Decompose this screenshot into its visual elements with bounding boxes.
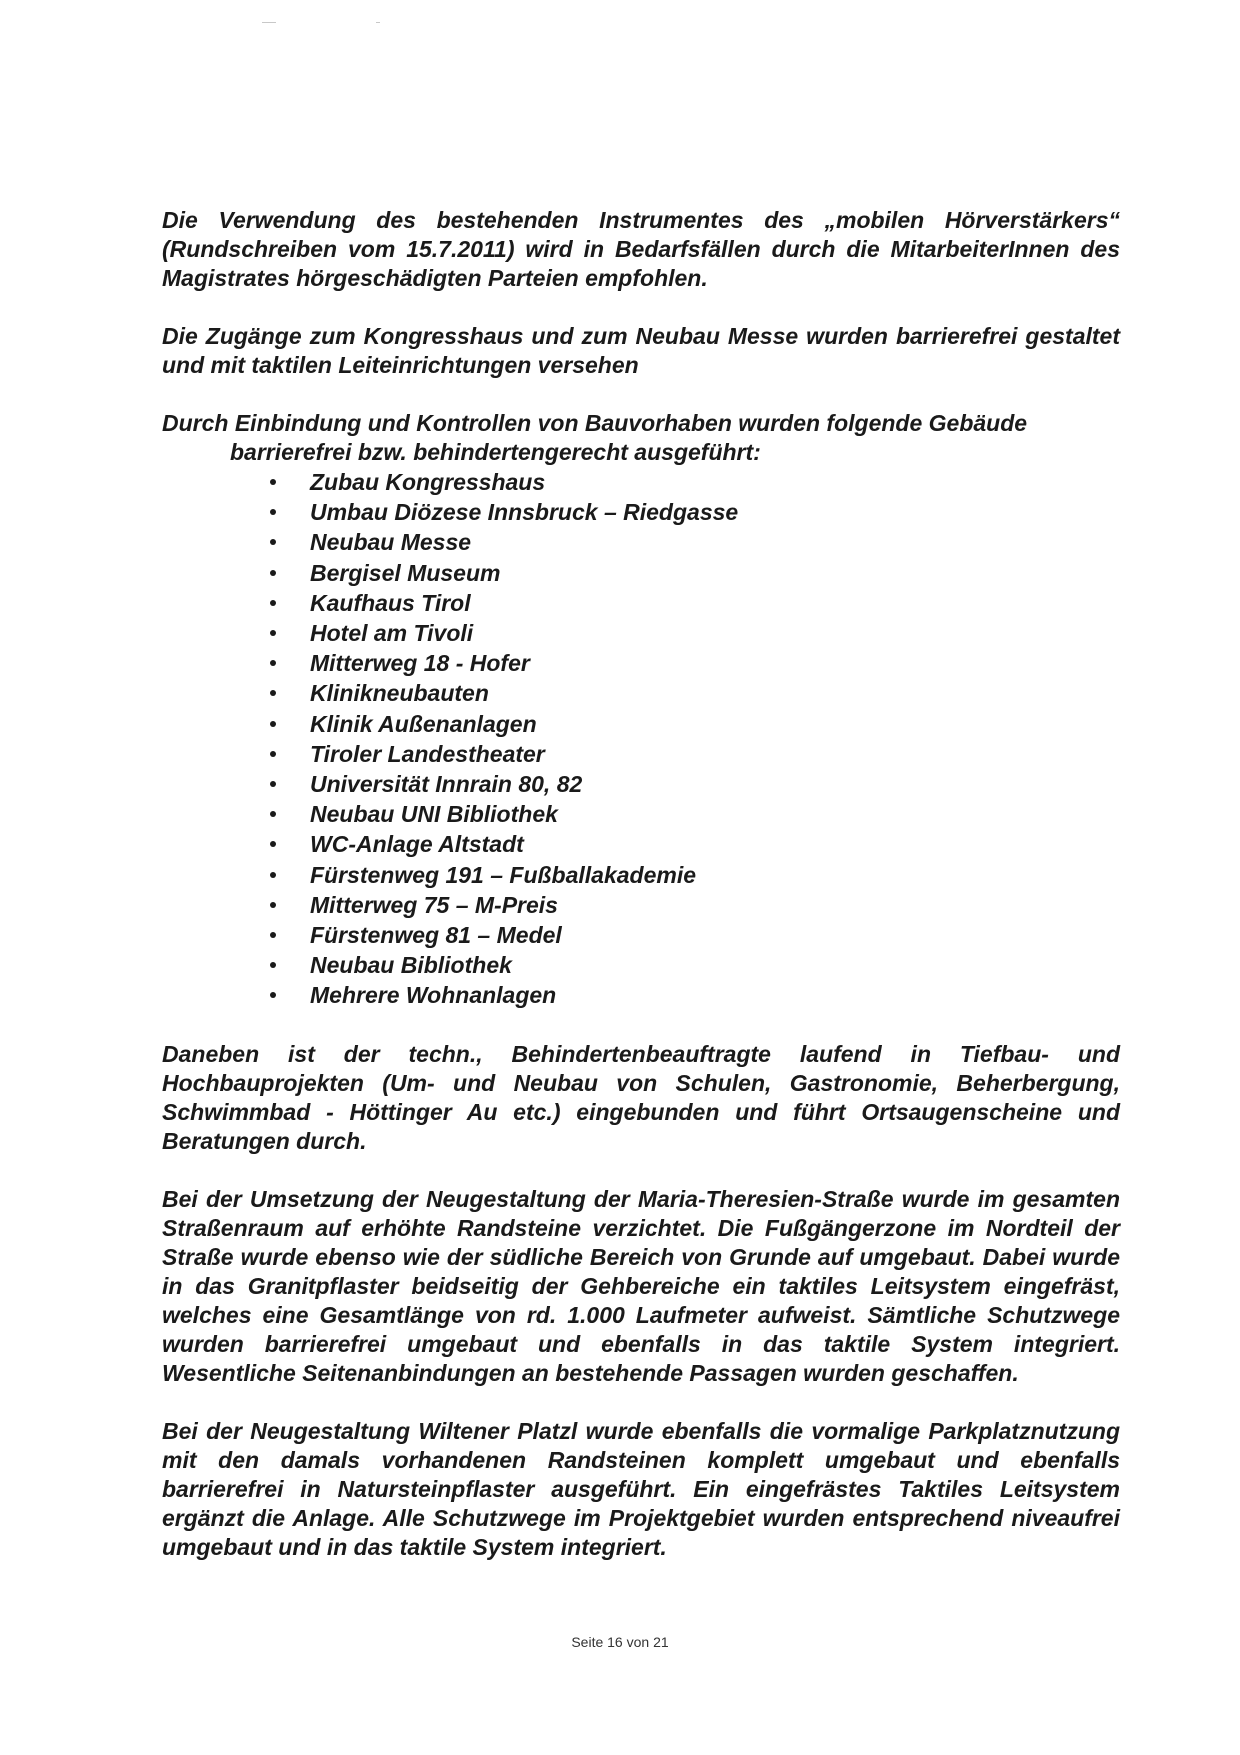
list-item: Mitterweg 75 – M-Preis: [270, 890, 1120, 920]
scan-artifact-mark: [262, 22, 276, 23]
list-item: WC-Anlage Altstadt: [270, 829, 1120, 859]
list-item: Neubau Bibliothek: [270, 950, 1120, 980]
building-list: [162, 467, 1120, 1011]
paragraph-hoerverstaerker: Die Verwendung des bestehenden Instrumentes des „mobilen Hörverstärkers“ (Rundschreiben vom 15.7.2011) wird in Bedarfsfällen durch die MitarbeiterInnen des Magistrates hörgeschädigten Parteien empfohlen.: [162, 207, 1120, 291]
list-item: Kaufhaus Tirol: [270, 588, 1120, 618]
list-item: Klinikneubauten: [270, 678, 1120, 708]
list-item: Mitterweg 18 - Hofer: [270, 648, 1120, 678]
scan-artifact-mark: [376, 22, 380, 23]
list-item: Neubau Messe: [270, 527, 1120, 557]
list-item: Fürstenweg 81 – Medel: [270, 920, 1120, 950]
page-number: Seite 16 von 21: [571, 1634, 669, 1650]
paragraph-maria-theresien-strasse: Bei der Umsetzung der Neugestaltung der Maria-Theresien-Straße wurde im gesamten Straßenraum auf erhöhte Randsteine verzichtet. Die Fußgängerzone im Nordteil der Straße wurde ebenso wie der südliche Bereich von Grunde auf umgebaut. Dabei wurde in das Granitpflaster beidseitig der Gehbereiche ein taktiles Leitsystem eingefräst, welches eine Gesamtlänge von rd. 1.000 Laufmeter aufweist. Sämtliche Schutzwege wurden barrierefrei umgebaut und ebenfalls in das taktile System integriert. Wesentliche Seitenanbindungen an bestehende Passagen wurden geschaffen.: [162, 1185, 1120, 1386]
list-item: Tiroler Landestheater: [270, 739, 1120, 769]
list-item: Umbau Diözese Innsbruck – Riedgasse: [270, 497, 1120, 527]
list-item: Fürstenweg 191 – Fußballakademie: [270, 860, 1120, 890]
list-item: Zubau Kongresshaus: [270, 467, 1120, 497]
list-item: Bergisel Museum: [270, 558, 1120, 588]
list-item: Hotel am Tivoli: [270, 618, 1120, 648]
list-intro-line: Durch Einbindung und Kontrollen von Bauvorhaben wurden folgende Gebäude: [162, 410, 1028, 436]
paragraph-behindertenbeauftragte: Daneben ist der techn., Behindertenbeauftragte laufend in Tiefbau- und Hochbauprojekten (Um- und Neubau von Schulen, Gastronomie, Beherbergung, Schwimmbad - Höttinger Au etc.) eingebunden und führt Ortsaugenscheine und Beratungen durch.: [162, 1040, 1120, 1154]
list-item: Neubau UNI Bibliothek: [270, 799, 1120, 829]
list-item: Universität Innrain 80, 82: [270, 769, 1120, 799]
building-list-section: [162, 409, 1120, 1011]
list-intro-line: barrierefrei bzw. behindertengerecht ausgeführt:: [230, 439, 761, 465]
document-body: [162, 206, 1120, 1562]
paragraph-wiltener-platzl: Bei der Neugestaltung Wiltener Platzl wurde ebenfalls die vormalige Parkplatznutzung mit den damals vorhandenen Randsteinen komplett umgebaut und ebenfalls barrierefrei in Natursteinpflaster ausgeführt. Ein eingefrästes Taktiles Leitsystem ergänzt die Anlage. Alle Schutzwege im Projektgebiet wurden entsprechend niveaufrei umgebaut und in das taktile System integriert.: [162, 1417, 1120, 1560]
paragraph-zugaenge: Die Zugänge zum Kongresshaus und zum Neubau Messe wurden barrierefrei gestaltet und mit taktilen Leiteinrichtungen versehen: [162, 323, 1120, 378]
list-item: Klinik Außenanlagen: [270, 709, 1120, 739]
list-item: Mehrere Wohnanlagen: [270, 980, 1120, 1010]
